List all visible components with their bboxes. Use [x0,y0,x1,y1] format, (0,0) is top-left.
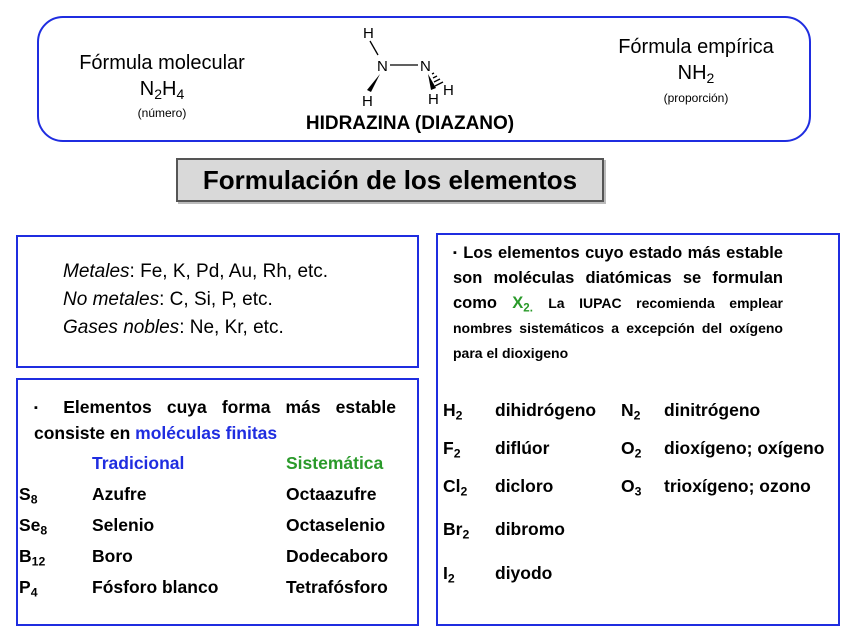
column-header-systematic: Sistemática [286,453,384,473]
element-name: dibromo [495,519,565,539]
systematic-name: Tetrafósforo [286,577,388,597]
metal-line-metals: Metales: Fe, K, Pd, Au, Rh, etc. [63,261,329,282]
diatomic-formula: $X_{2.}$ [512,294,533,315]
diatomic-description [453,241,783,366]
element-name: trioxígeno; ozono [664,476,811,496]
traditional-name: Selenio [92,515,155,535]
traditional-name: Fósforo blanco [92,577,219,597]
systematic-name: Octaselenio [286,515,386,535]
molecular-formula-note: (número) [137,106,187,120]
element-name: diyodo [495,563,553,583]
element-symbol: $H_2$ [443,400,463,423]
atom-h-bottom-mid: H [428,91,439,108]
element-symbol: $Se_8$ [19,515,48,538]
atom-h-top-left: H [363,25,374,42]
iupac-note: La IUPAC recomienda emplear nombres sistemáticos a excepción del oxígeno para el dioxigeno [453,295,784,361]
element-symbol: $P_4$ [19,577,38,600]
metal-line-nonmetals: No metales: C, Si, P, etc. [63,289,273,310]
hydrazine-structure [350,24,470,110]
element-symbol: $O_3$ [621,476,642,499]
metals-list [63,258,328,342]
element-name: dihidrógeno [495,400,597,420]
molecular-formula: $N_2H_4$ [139,78,185,103]
atom-n-left: N [377,58,388,75]
element-symbol: $I_2$ [443,563,455,586]
element-name: dinitrógeno [664,400,761,420]
empirical-formula-note: (proporción) [663,91,729,105]
element-symbol: $N_2$ [621,400,641,423]
compound-name: HIDRAZINA (DIAZANO) [305,113,515,134]
element-symbol: $Br_2$ [443,519,470,542]
element-symbol: $B_{12}$ [19,546,46,569]
metal-line-noble-gases: Gases nobles: Ne, Kr, etc. [63,317,284,338]
atom-h-bottom-right: H [443,82,454,99]
element-name: diflúor [495,438,550,458]
traditional-name: Azufre [92,484,147,504]
systematic-name: Octaazufre [286,484,377,504]
element-symbol: $O_2$ [621,438,642,461]
empirical-formula-label: Fórmula empírica [618,36,774,58]
element-symbol: $S_8$ [19,484,38,507]
element-name: dioxígeno; oxígeno [664,438,825,458]
atom-n-right: N [420,58,431,75]
page-title: Formulación de los elementos [176,158,604,202]
molecular-formula-label: Fórmula molecular [79,52,245,74]
diatomic-intro: ▪ Los elementos cuyo estado más estable son moléculas diatómicas se formulan como $X_{2.}$ La IUPAC recomienda emplear nombres sistemáticos a excepción del oxígeno para el dioxigeno [453,244,784,361]
atom-h-bottom-left: H [362,93,373,110]
element-name: dicloro [495,476,554,496]
element-symbol: $F_2$ [443,438,461,461]
molecules-intro: ▪ Elementos cuya forma más estable consiste en moléculas finitas [34,397,396,443]
traditional-name: Boro [92,546,133,566]
bond-line [370,41,378,55]
systematic-name: Dodecaboro [286,546,389,566]
empirical-formula: $NH_2$ [677,62,715,87]
element-symbol: $Cl_2$ [443,476,468,499]
wedge-bond [367,74,380,92]
column-header-traditional: Tradicional [92,453,185,473]
